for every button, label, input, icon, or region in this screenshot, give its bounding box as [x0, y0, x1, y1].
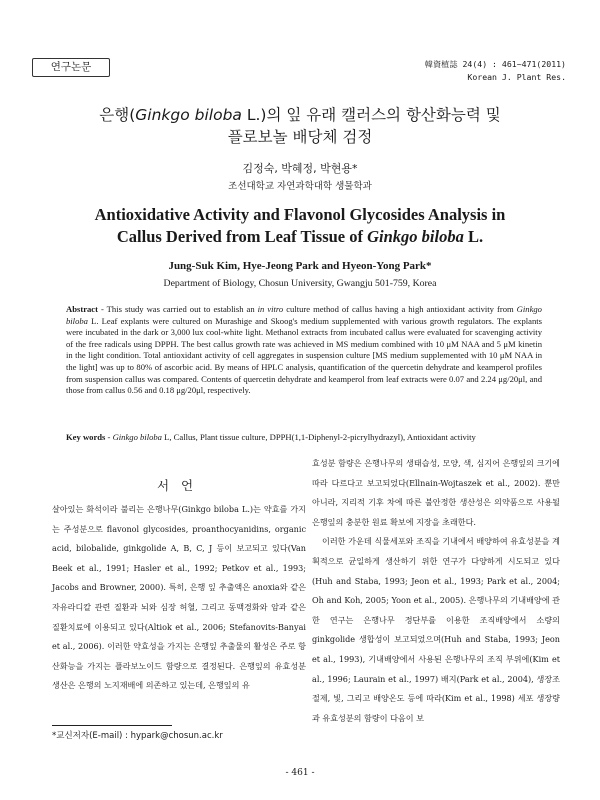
left-column [52, 500, 306, 696]
journal-citation [425, 58, 566, 84]
right-paragraph-1: 효성분 함량은 은행나무의 생태습성, 모양, 색, 심지어 은행잎의 크기에 따라 다르다고 보고되었다(Ellnain-Wojtaszek et al., 2002). 뿐만 아니라, 지리적 기후 차에 따른 불안정한 생산성은 의약품으로 사용될 은행잎의 충분한 원료 확보에 지장을 초래한다. [312, 458, 560, 527]
english-title: Antioxidative Activity and Flavonol Glycosides Analysis in Callus Derived from Leaf Tissue of Ginkgo biloba L. [94, 205, 506, 246]
korean-affiliation: 조선대학교 자연과학대학 생물학과 [228, 181, 372, 192]
section-heading: 서 언 [156, 478, 198, 493]
journal-line-1: 韓資植誌 24(4) : 461~471(2011) [424, 59, 566, 69]
right-column [312, 454, 560, 728]
journal-line-2: Korean J. Plant Res. [467, 72, 566, 82]
abstract-label: Abstract [66, 304, 98, 314]
korean-authors: 김정숙, 박혜정, 박현용* [242, 162, 358, 175]
article-type-badge: 연구논문 [32, 58, 110, 77]
english-affiliation: Department of Biology, Chosun University, Gwangju 501-759, Korea [163, 278, 437, 289]
keywords-label: Key words [66, 432, 106, 442]
korean-title: 은행(Ginkgo biloba L.)의 잎 유래 캘러스의 항산화능력 및 플로보놀 배당체 검정 [99, 106, 501, 146]
footnote: *교신저자(E-mail) : hypark@chosun.ac.kr [52, 731, 223, 741]
right-paragraph-2: 이러한 가운데 식물세포와 조직을 기내에서 배양하여 유효성분을 계획적으로 균일하게 생산하기 위한 연구가 다양하게 시도되고 있다(Huh and Staba, 1993; Jeon et al., 1993; Park et al., 2004; Oh and Koh, 2005; Yoon et al., 2005). 은행나무의 기내배양에 관한 연구는 은행나무 정단부를 이용한 조직배양에서 소량의 ginkgolide 생합성이 보고되었으며(Huh and Staba, 1993; Jeon et al., 1993), 기내배양에서 사용된 은행나무의 조직 부위에(Kim et al., 1996; Laurain et al., 1997) 배지(Park et al., 2004), 생장조절제, 빛, 그리고 배양온도 등에 따라(Kim et al., 1998) 세포 생장량과 유효성분의 함량이 다음이 보 [312, 536, 560, 723]
left-paragraph: 살아있는 화석이라 불리는 은행나무(Ginkgo biloba L.)는 약효를 가지는 주성분으로 flavonol glycosides, proanthocyanidins, organic acid, bilobalide, ginkgolide A, B, C, J 등이 보고되고 있다(Van Beek et al., 1991; Hasler et al., 1992; Petkov et al., 1993; Jacobs and Browner, 2000). 특히, 은행 잎 추출액은 anoxia와 같은 자유라디칼 관련 질환과 뇌와 심장 허혈, 그리고 동맥경화와 암과 같은 질환치료에 이용되고 있다(Altiok et al., 2006; Stefanovits-Banyai et al., 2006). 이러한 약효성을 가지는 은행잎 추출물의 활성은 주로 항산화능을 가지는 플라보노이드 함량으로 결정된다. 은행잎의 유효성분 생산은 은행의 노지재배에 의존하고 있는데, 은행잎의 유 [52, 504, 306, 691]
english-authors: Jung-Suk Kim, Hye-Jeong Park and Hyeon-Yong Park* [168, 260, 432, 272]
footnote-rule [52, 725, 172, 726]
abstract: Abstract - This study was carried out to establish an in vitro culture method of callus having a high antioxidant activity from Ginkgo biloba L. Leaf explants were cultured on Murashige and Skoog's medium supplemented with various growth regulators. The explants were incubated in the dark or 3,000 lux cool-white light. Methanol extracts from incubated callus were evaluated for scavenging activity of the free radicals using DPPH. The best callus growth rate was achieved in MS medium combined with 10 μM NAA and 5 μM kinetin in the light condition. Total antioxidant activity of cell aggregates in suspension culture [MS medium supplemented with 10 μM NAA in the light] was up to 80% of ascorbic acid. By means of HPLC analysis, quantification of the quercetin dehydrate and keamperol profiles from suspension callus was compared. Contents of quercetin dehydrate and keamperol from leaf extracts were 0.07 and 2.24 μg/20μl, and those from callus 0.56 and 0.18 μg/20μl, respectively. [66, 304, 542, 396]
keywords: Key words - Ginkgo biloba L, Callus, Plant tissue culture, DPPH(1,1-Diphenyl-2-picrylhydrazyl), Antioxidant activity [66, 432, 476, 442]
page-number: - 461 - [285, 768, 315, 778]
